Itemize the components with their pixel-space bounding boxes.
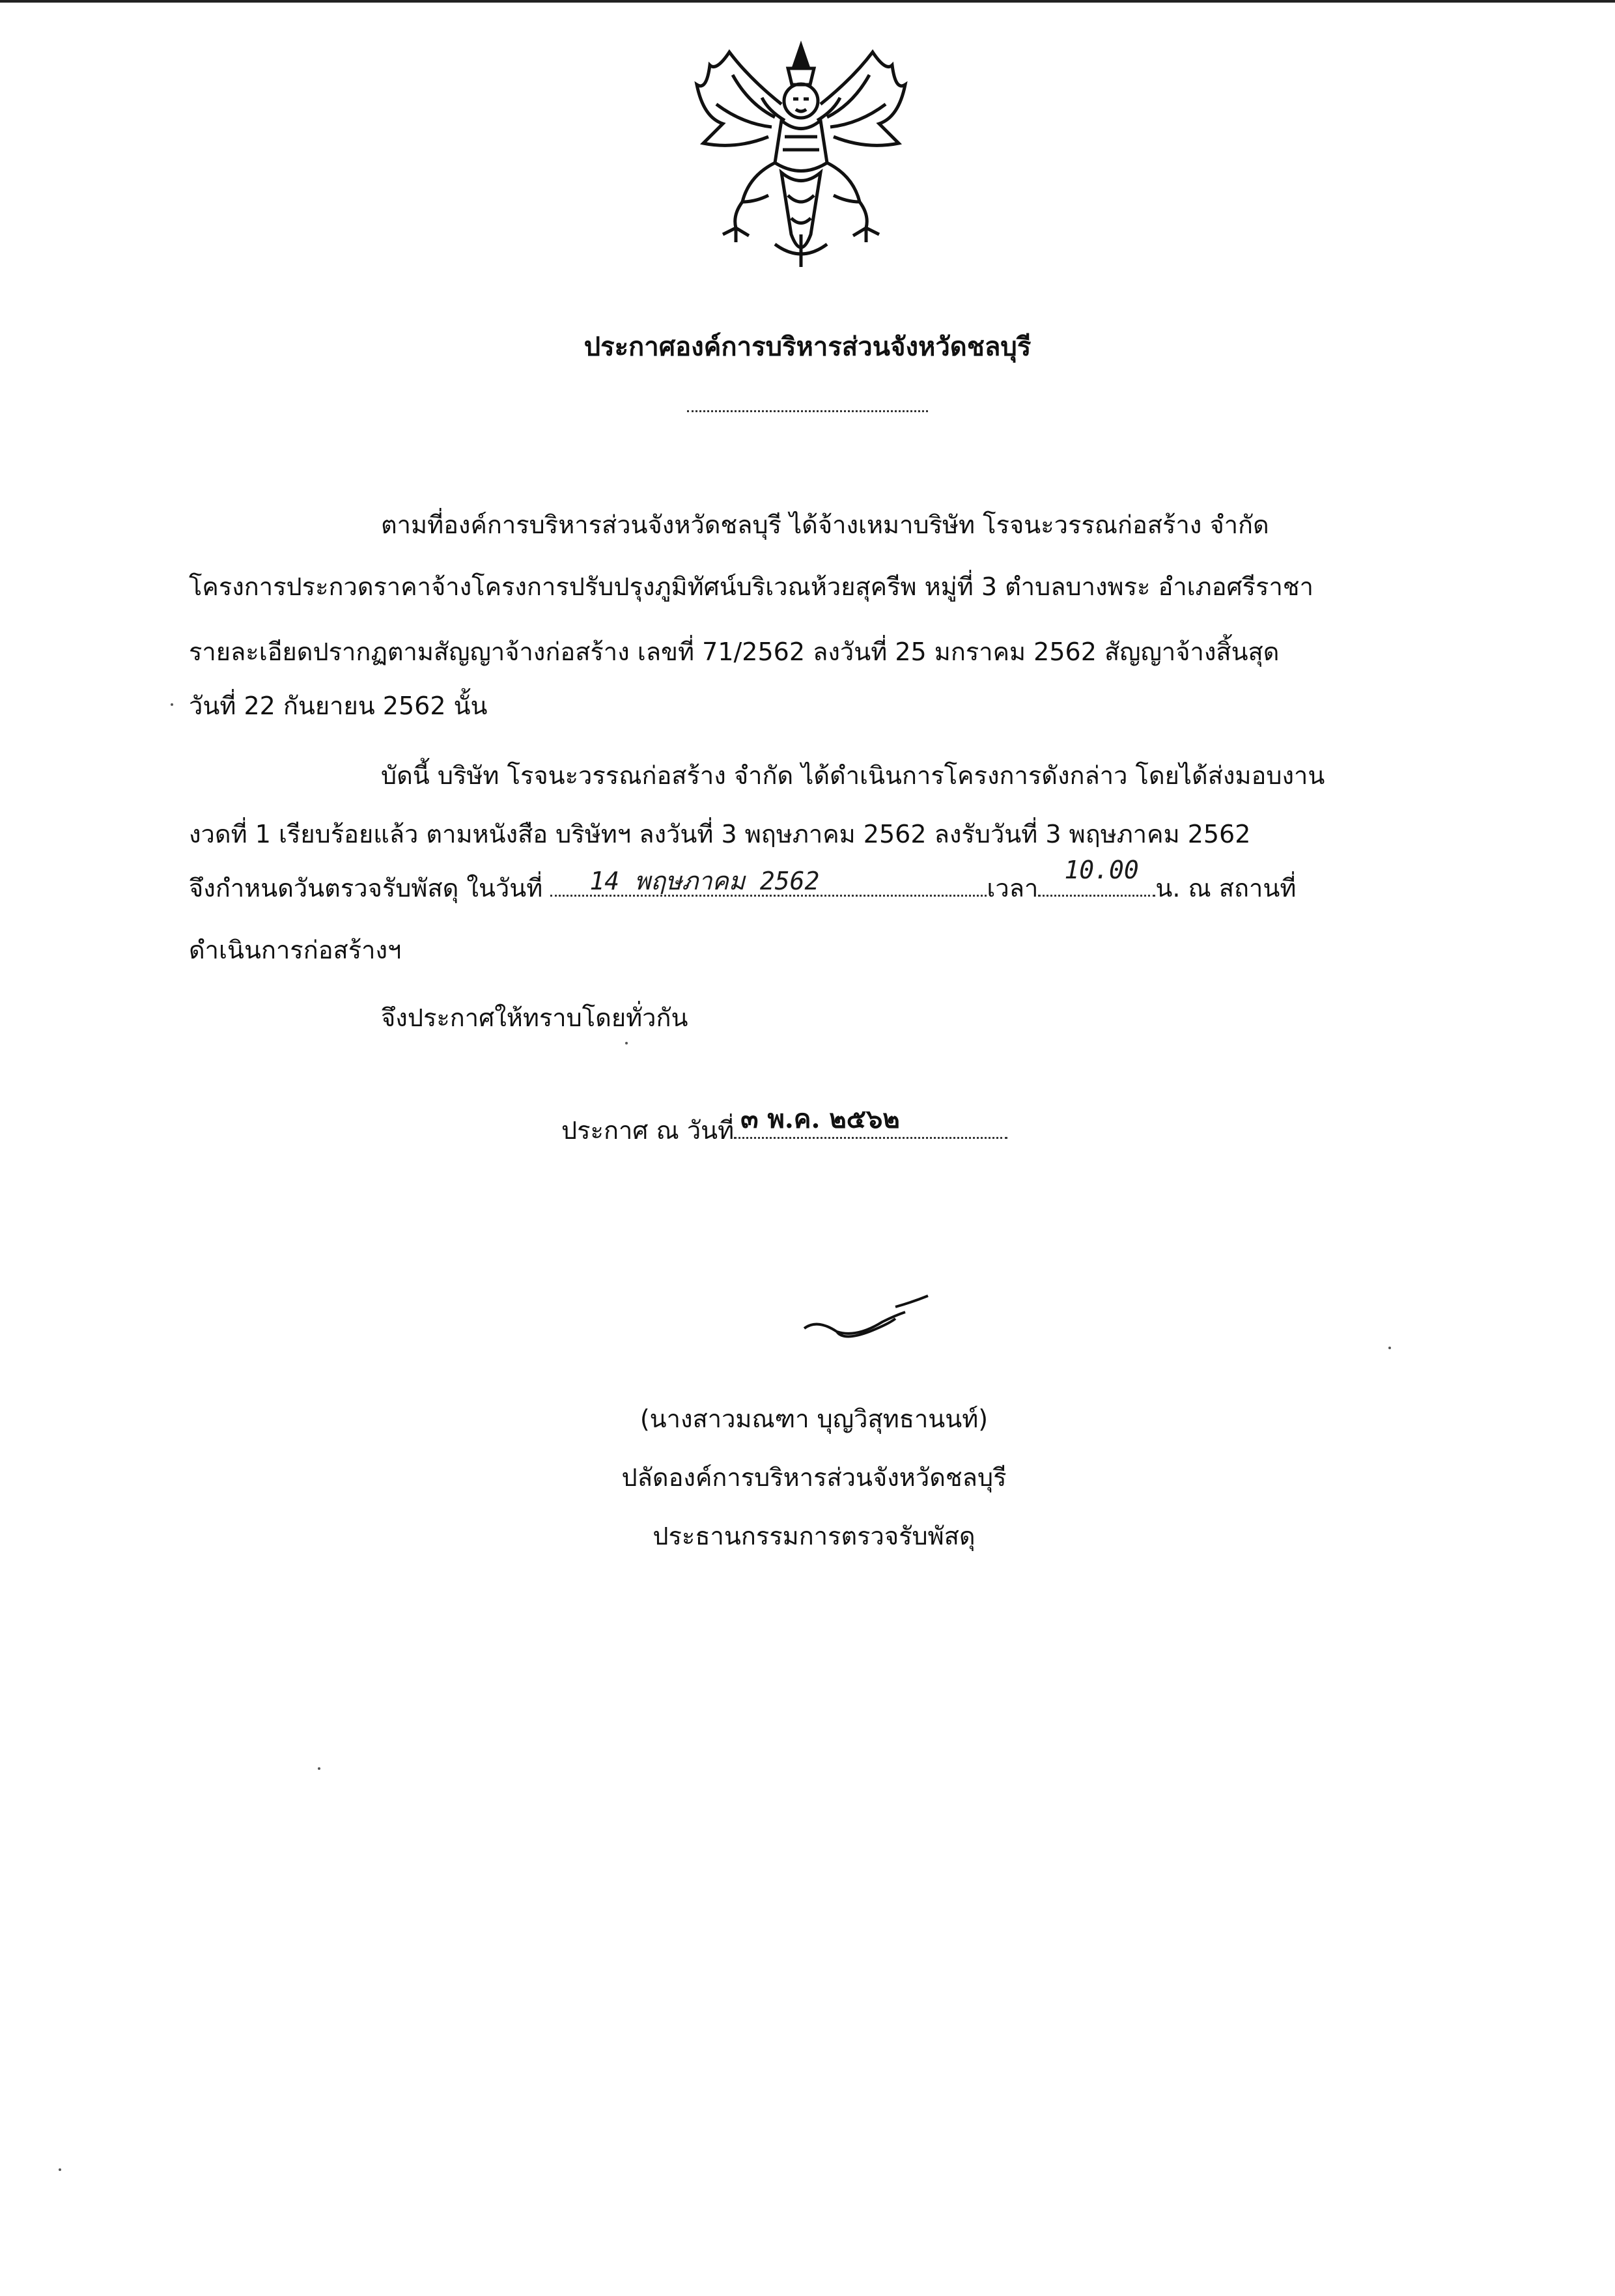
title-dotted-line: [687, 397, 928, 412]
scan-speck: [625, 1042, 628, 1044]
paragraph2-line2: งวดที่ 1 เรียบร้อยแล้ว ตามหนังสือ บริษัทฯ ลงวันที่ 3 พฤษภาคม 2562 ลงรับวันที่ 3 พฤษภาคม 2562: [189, 820, 1251, 848]
paragraph1-line4: วันที่ 22 กันยายน 2562 นั้น: [189, 692, 488, 720]
paragraph1-line3: รายละเอียดปรากฏตามสัญญาจ้างก่อสร้าง เลขที่ 71/2562 ลงวันที่ 25 มกราคม 2562 สัญญาจ้างสิ้นสุด: [189, 637, 1280, 666]
time-label: เวลา: [987, 874, 1039, 903]
announced-date-field: [734, 1104, 1007, 1139]
inspection-date-handwritten: 14 พฤษภาคม 2562: [589, 867, 820, 895]
paragraph2-line1: บัดนี้ บริษัท โรจนะวรรณก่อสร้าง จำกัด ได้ดำเนินการโครงการดังกล่าว โดยได้ส่งมอบงาน: [381, 761, 1325, 790]
scan-speck: [59, 2168, 61, 2171]
paragraph1-line1: ตามที่องค์การบริหารส่วนจังหวัดชลบุรี ได้จ้างเหมาบริษัท โรจนะวรรณก่อสร้าง จำกัด: [381, 511, 1269, 539]
paragraph1-line2: โครงการประกวดราคาจ้างโครงการปรับปรุงภูมิทัศน์บริเวณห้วยสุครีพ หมู่ที่ 3 ตำบลบางพระ อำเภอศรีราชา: [189, 572, 1313, 601]
paragraph2-line4: ดำเนินการก่อสร้างฯ: [189, 936, 402, 964]
signatory-name: (นางสาวมณฑา บุญวิสุทธานนท์): [639, 1405, 989, 1433]
scan-speck: [1388, 1347, 1391, 1349]
garuda-emblem-icon: [671, 39, 931, 273]
inspection-date-label: จึงกำหนดวันตรวจรับพัสดุ ในวันที่: [189, 874, 543, 903]
inspection-time-handwritten: 10.00: [1064, 856, 1139, 884]
inspection-date-field: [550, 867, 987, 897]
scan-speck: [318, 1767, 320, 1770]
closing-statement: จึงประกาศให้ทราบโดยทั่วกัน: [381, 1003, 688, 1032]
scan-top-edge: [0, 0, 1615, 3]
location-label: น. ณ สถานที่: [1155, 874, 1297, 903]
announced-date-label: ประกาศ ณ วันที่: [561, 1116, 735, 1145]
announced-date-line: [561, 1104, 1007, 1150]
scan-speck: [171, 703, 173, 706]
signatory-position: ปลัดองค์การบริหารส่วนจังหวัดชลบุรี: [621, 1463, 1007, 1492]
handwritten-signature-icon: [798, 1293, 934, 1351]
announced-date-stamp: ๓ พ.ค. ๒๕๖๒: [740, 1104, 900, 1134]
paragraph2-line3: [189, 856, 1297, 908]
inspection-time-field: [1038, 856, 1155, 897]
announcement-title: ประกาศองค์การบริหารส่วนจังหวัดชลบุรี: [583, 332, 1032, 362]
signatory-committee-role: ประธานกรรมการตรวจรับพัสดุ: [653, 1522, 976, 1550]
